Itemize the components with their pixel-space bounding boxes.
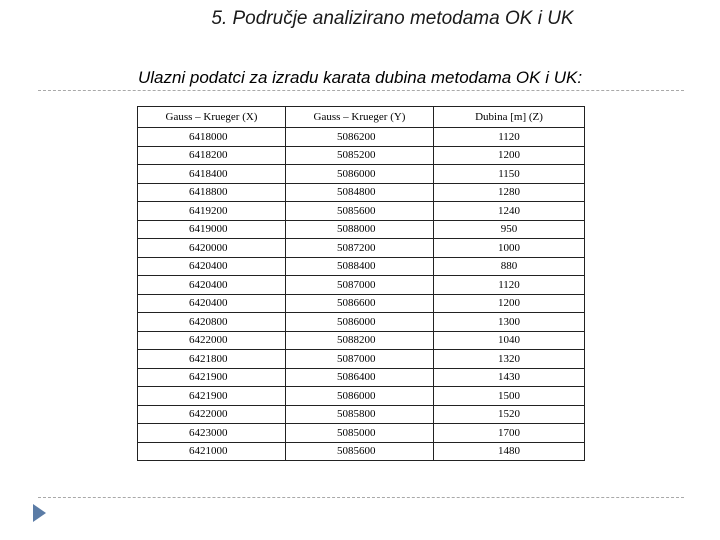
header-gauss-krueger-y: Gauss – Krueger (Y)	[286, 107, 434, 128]
table-row	[138, 368, 585, 387]
cell-z: 1200	[434, 294, 585, 313]
cell-x: 6420400	[138, 276, 286, 295]
cell-z: 1430	[434, 368, 585, 387]
triangle-bullet-icon	[33, 504, 46, 522]
table-row	[138, 350, 585, 369]
cell-z: 1120	[434, 276, 585, 295]
table-row	[138, 146, 585, 165]
cell-x: 6420000	[138, 239, 286, 258]
cell-z: 1300	[434, 313, 585, 332]
cell-x: 6419000	[138, 220, 286, 239]
top-divider	[38, 90, 684, 91]
cell-y: 5086200	[286, 128, 434, 147]
cell-x: 6420400	[138, 257, 286, 276]
cell-x: 6422000	[138, 405, 286, 424]
cell-x: 6420400	[138, 294, 286, 313]
cell-x: 6419200	[138, 202, 286, 221]
cell-z: 1000	[434, 239, 585, 258]
cell-y: 5085600	[286, 202, 434, 221]
cell-y: 5085000	[286, 424, 434, 443]
cell-x: 6421900	[138, 368, 286, 387]
cell-y: 5087200	[286, 239, 434, 258]
cell-z: 1500	[434, 387, 585, 406]
cell-x: 6418200	[138, 146, 286, 165]
table-row	[138, 442, 585, 461]
table-row	[138, 183, 585, 202]
table-row	[138, 220, 585, 239]
cell-x: 6423000	[138, 424, 286, 443]
cell-x: 6421800	[138, 350, 286, 369]
cell-z: 1240	[434, 202, 585, 221]
cell-y: 5086400	[286, 368, 434, 387]
cell-z: 1120	[434, 128, 585, 147]
cell-y: 5088200	[286, 331, 434, 350]
cell-y: 5087000	[286, 276, 434, 295]
slide-subtitle: Ulazni podatci za izradu karata dubina metodama OK i UK:	[137, 68, 583, 87]
bottom-divider	[38, 497, 684, 498]
cell-x: 6422000	[138, 331, 286, 350]
table-row	[138, 405, 585, 424]
table-row	[138, 165, 585, 184]
cell-y: 5084800	[286, 183, 434, 202]
cell-z: 1520	[434, 405, 585, 424]
header-depth-z: Dubina [m] (Z)	[434, 107, 585, 128]
cell-z: 1280	[434, 183, 585, 202]
table-row	[138, 387, 585, 406]
cell-x: 6421900	[138, 387, 286, 406]
cell-y: 5086000	[286, 387, 434, 406]
depth-data-table	[137, 106, 585, 461]
header-gauss-krueger-x: Gauss – Krueger (X)	[138, 107, 286, 128]
cell-z: 1150	[434, 165, 585, 184]
table-row	[138, 239, 585, 258]
cell-z: 1200	[434, 146, 585, 165]
cell-z: 1700	[434, 424, 585, 443]
table-row	[138, 294, 585, 313]
table-row	[138, 202, 585, 221]
table-row	[138, 424, 585, 443]
slide-title: 5. Područje analizirano metodama OK i UK	[211, 8, 574, 29]
table-header-row	[138, 107, 585, 128]
cell-x: 6418000	[138, 128, 286, 147]
cell-x: 6418400	[138, 165, 286, 184]
cell-y: 5085200	[286, 146, 434, 165]
cell-z: 880	[434, 257, 585, 276]
cell-z: 1320	[434, 350, 585, 369]
table-row	[138, 331, 585, 350]
cell-y: 5087000	[286, 350, 434, 369]
cell-x: 6421000	[138, 442, 286, 461]
table-row	[138, 313, 585, 332]
cell-y: 5086000	[286, 165, 434, 184]
cell-y: 5088400	[286, 257, 434, 276]
table-body	[138, 128, 585, 461]
cell-x: 6420800	[138, 313, 286, 332]
cell-z: 1480	[434, 442, 585, 461]
cell-y: 5085800	[286, 405, 434, 424]
cell-y: 5086000	[286, 313, 434, 332]
table-row	[138, 257, 585, 276]
cell-z: 1040	[434, 331, 585, 350]
cell-z: 950	[434, 220, 585, 239]
table-row	[138, 128, 585, 147]
cell-y: 5088000	[286, 220, 434, 239]
cell-x: 6418800	[138, 183, 286, 202]
cell-y: 5086600	[286, 294, 434, 313]
table-row	[138, 276, 585, 295]
cell-y: 5085600	[286, 442, 434, 461]
